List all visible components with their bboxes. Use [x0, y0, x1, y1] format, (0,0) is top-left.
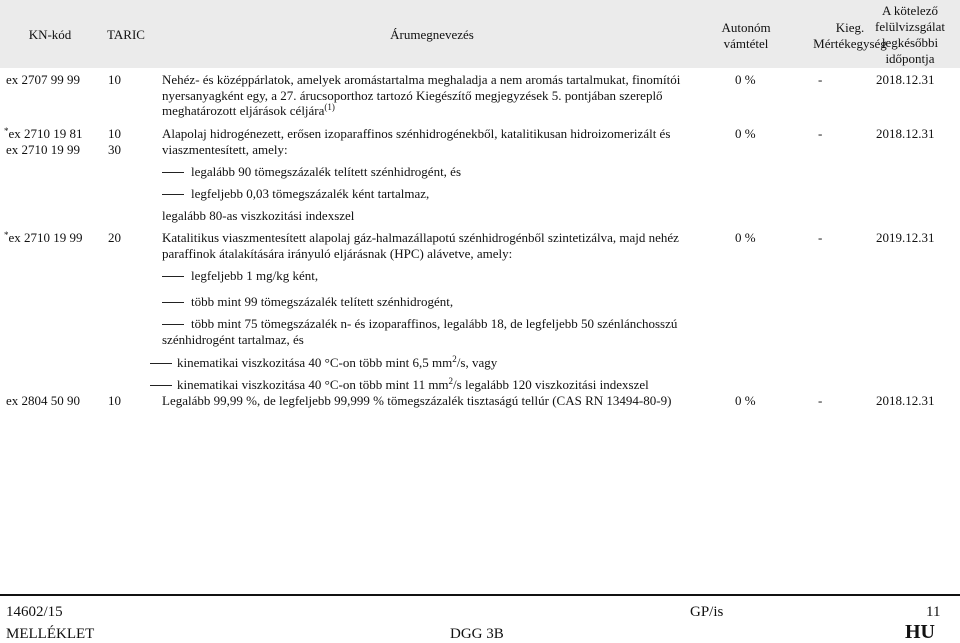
description-line: Legalább 99,99 %, de legfeljebb 99,999 % tömegszázalék tisztaságú tellúr (CAS RN 13494-80-9) — [162, 393, 672, 408]
dash-bullet — [162, 194, 184, 195]
dash-bullet — [150, 385, 172, 386]
list-item: legalább 90 tömegszázalék telített szénhidrogént, és — [191, 164, 462, 179]
date-value: 2018.12.31 — [876, 393, 935, 408]
directorate-code: DGG 3B — [450, 626, 504, 642]
document-reference: 14602/15 — [6, 604, 63, 620]
header-review-date: A kötelező felülvizsgálat legkésőbbi időpontja — [874, 3, 946, 66]
dash-bullet — [162, 172, 184, 173]
unit-value: - — [818, 230, 823, 245]
taric-code: 10 — [108, 393, 121, 408]
annex-label: MELLÉKLET — [6, 626, 95, 642]
description-line: Nehéz- és középpárlatok, amelyek aromástartalma meghaladja a nem aromás tartalmukat, finomítói — [162, 72, 681, 87]
list-item: több mint 75 tömegszázalék n- és izoparaffinos, legalább 18, de legfeljebb 50 szénlánchosszú — [191, 316, 678, 331]
taric-code: 10 — [108, 72, 121, 87]
header-taric: TARIC — [107, 27, 145, 42]
header-autonomous-rate: Autonóm vámtétel — [721, 20, 771, 51]
taric-code: 10 — [108, 126, 121, 141]
footer-divider — [0, 594, 960, 596]
page-number: 11 — [926, 604, 941, 620]
description-line: Alapolaj hidrogénezett, erősen izoparaffinos szénhidrogénekből, katalitikusan hidroizomerizált és — [162, 126, 671, 141]
header-description: Árumegnevezés — [390, 27, 474, 42]
rate-value: 0 % — [735, 72, 756, 87]
date-value: 2018.12.31 — [876, 126, 935, 141]
asterisk-marker: * — [4, 126, 9, 136]
taric-code: 30 — [108, 142, 121, 157]
list-item: kinematikai viszkozitása 40 °C-on több mint 11 $mm^2/s$ legalább 120 viszkozitási indexszel — [177, 376, 649, 392]
date-value: 2019.12.31 — [876, 230, 935, 245]
list-item-continuation: szénhidrogént tartalmaz, és — [162, 332, 304, 347]
footnote-ref: (1) — [324, 102, 335, 112]
description-line: meghatározott eljárások céljára$^{(1)}$ — [162, 102, 335, 118]
unit-value: - — [818, 126, 823, 141]
header-kn-code: KN-kód — [28, 27, 72, 42]
rate-value: 0 % — [735, 393, 756, 408]
unit-value: - — [818, 72, 823, 87]
kn-code: *ex 2710 19 99 — [4, 230, 83, 245]
language-code: HU — [905, 621, 935, 643]
unit-value: - — [818, 393, 823, 408]
description-line: viaszmentesített, amely: — [162, 142, 288, 157]
description-line: Katalitikus viaszmentesített alapolaj gáz-halmazállapotú szénhidrogénből szintetizálva, majd nehéz — [162, 230, 679, 245]
kn-code: ex 2707 99 99 — [6, 72, 81, 87]
kn-code: ex 2804 50 90 — [6, 393, 81, 408]
description-line: legalább 80-as viszkozitási indexszel — [162, 208, 355, 223]
dash-bullet — [162, 324, 184, 325]
table-header — [0, 0, 960, 68]
rate-value: 0 % — [735, 230, 756, 245]
dash-bullet — [162, 302, 184, 303]
taric-code: 20 — [108, 230, 121, 245]
dash-bullet — [150, 363, 172, 364]
author-initials: GP/is — [690, 604, 724, 620]
list-item: legfeljebb 1 mg/kg ként, — [191, 268, 319, 283]
dash-bullet — [162, 276, 184, 277]
rate-value: 0 % — [735, 126, 756, 141]
list-item: több mint 99 tömegszázalék telített szénhidrogént, — [191, 294, 454, 309]
list-item: kinematikai viszkozitása 40 °C-on több mint 6,5 $mm^2/s$, vagy — [177, 354, 498, 370]
description-line: nyersanyagként egy, a 27. árucsoporthoz tartozó Kiegészítő megjegyzések 5. pontjában szereplő — [162, 88, 663, 103]
date-value: 2018.12.31 — [876, 72, 935, 87]
list-item: legfeljebb 0,03 tömegszázalék ként tartalmaz, — [191, 186, 430, 201]
kn-code: ex 2710 19 99 — [6, 142, 81, 157]
kn-code: *ex 2710 19 81 — [4, 126, 83, 141]
header-supplementary-unit: Kieg. Mértékegység — [813, 20, 887, 51]
asterisk-marker: * — [4, 230, 9, 240]
description-line: paraffinok átalakítására irányuló eljárásnak (HPC) alávetve, amely: — [162, 246, 513, 261]
